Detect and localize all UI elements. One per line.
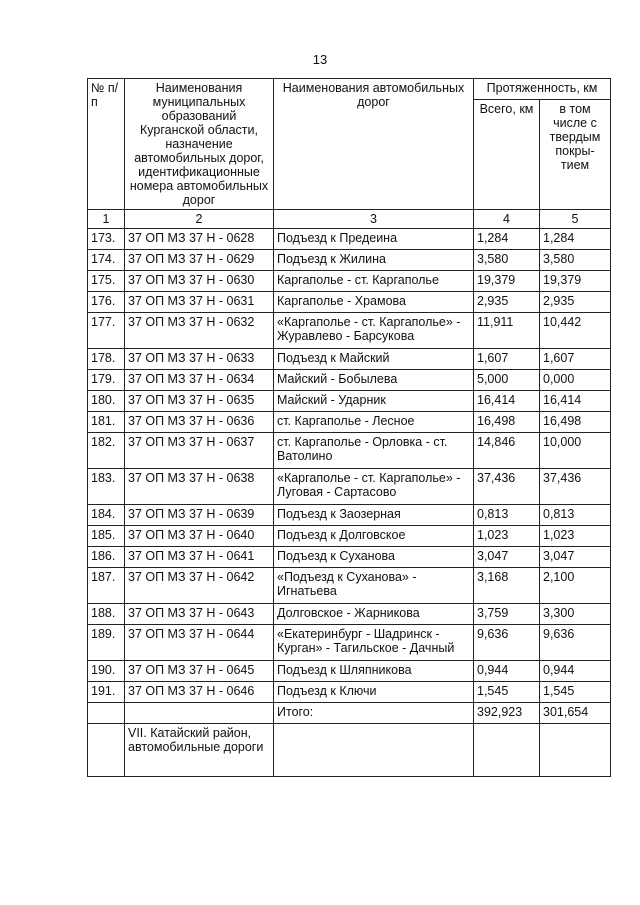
table-row xyxy=(88,604,611,625)
column-number: 3 xyxy=(274,210,474,229)
road-name: Подъезд к Суханова xyxy=(274,547,474,568)
row-number: 175. xyxy=(88,271,125,292)
road-total-km: 1,023 xyxy=(474,526,540,547)
roads-table xyxy=(87,78,611,777)
row-number: 187. xyxy=(88,568,125,604)
road-hard-km: 19,379 xyxy=(540,271,611,292)
row-number: 185. xyxy=(88,526,125,547)
row-number: 191. xyxy=(88,682,125,703)
road-name: Подъезд к Заозерная xyxy=(274,505,474,526)
column-number: 2 xyxy=(125,210,274,229)
row-number: 182. xyxy=(88,433,125,469)
section-empty-cell xyxy=(540,724,611,777)
page-number: 13 xyxy=(312,52,328,67)
road-total-km: 2,935 xyxy=(474,292,540,313)
road-id: 37 ОП МЗ 37 Н - 0643 xyxy=(125,604,274,625)
row-number: 179. xyxy=(88,370,125,391)
row-number: 190. xyxy=(88,661,125,682)
road-id: 37 ОП МЗ 37 Н - 0644 xyxy=(125,625,274,661)
road-hard-km: 1,023 xyxy=(540,526,611,547)
road-total-km: 3,580 xyxy=(474,250,540,271)
section-row xyxy=(88,724,611,777)
header-length: Протяженность, км xyxy=(474,79,611,100)
table-row xyxy=(88,682,611,703)
road-hard-km: 10,000 xyxy=(540,433,611,469)
road-hard-km: 37,436 xyxy=(540,469,611,505)
road-total-km: 3,759 xyxy=(474,604,540,625)
total-hard-km: 301,654 xyxy=(540,703,611,724)
road-id: 37 ОП МЗ 37 Н - 0641 xyxy=(125,547,274,568)
row-number: 183. xyxy=(88,469,125,505)
total-empty-cell xyxy=(88,703,125,724)
table-row xyxy=(88,229,611,250)
header-total-km: Всего, км xyxy=(474,100,540,210)
row-number: 181. xyxy=(88,412,125,433)
road-total-km: 19,379 xyxy=(474,271,540,292)
section-empty-cell xyxy=(88,724,125,777)
table-row xyxy=(88,271,611,292)
row-number: 180. xyxy=(88,391,125,412)
road-name: Подъезд к Жилина xyxy=(274,250,474,271)
road-id: 37 ОП МЗ 37 Н - 0629 xyxy=(125,250,274,271)
table-row xyxy=(88,469,611,505)
table-body xyxy=(88,229,611,703)
row-number: 177. xyxy=(88,313,125,349)
total-row xyxy=(88,703,611,724)
road-id: 37 ОП МЗ 37 Н - 0642 xyxy=(125,568,274,604)
road-total-km: 37,436 xyxy=(474,469,540,505)
table-row xyxy=(88,292,611,313)
road-hard-km: 3,300 xyxy=(540,604,611,625)
table-row xyxy=(88,433,611,469)
row-number: 184. xyxy=(88,505,125,526)
section-empty-cell xyxy=(474,724,540,777)
road-name: «Каргаполье - ст. Каргаполье» - Журавлево - Барсукова xyxy=(274,313,474,349)
road-hard-km: 16,498 xyxy=(540,412,611,433)
road-total-km: 1,545 xyxy=(474,682,540,703)
table-row xyxy=(88,349,611,370)
road-id: 37 ОП МЗ 37 Н - 0633 xyxy=(125,349,274,370)
road-name: Подъезд к Ключи xyxy=(274,682,474,703)
road-hard-km: 9,636 xyxy=(540,625,611,661)
table-header-row xyxy=(88,79,611,100)
road-id: 37 ОП МЗ 37 Н - 0628 xyxy=(125,229,274,250)
road-id: 37 ОП МЗ 37 Н - 0639 xyxy=(125,505,274,526)
header-hard-surface: в том числе с твердым покры-тием xyxy=(540,100,611,210)
road-hard-km: 1,607 xyxy=(540,349,611,370)
road-name: Подъезд к Долговское xyxy=(274,526,474,547)
column-number: 4 xyxy=(474,210,540,229)
road-name: Подъезд к Предеина xyxy=(274,229,474,250)
road-total-km: 16,414 xyxy=(474,391,540,412)
road-id: 37 ОП МЗ 37 Н - 0645 xyxy=(125,661,274,682)
row-number: 178. xyxy=(88,349,125,370)
road-id: 37 ОП МЗ 37 Н - 0640 xyxy=(125,526,274,547)
table-row xyxy=(88,313,611,349)
road-hard-km: 0,813 xyxy=(540,505,611,526)
road-name: Каргаполье - Храмова xyxy=(274,292,474,313)
table-row xyxy=(88,568,611,604)
table-row xyxy=(88,370,611,391)
road-id: 37 ОП МЗ 37 Н - 0630 xyxy=(125,271,274,292)
road-id: 37 ОП МЗ 37 Н - 0646 xyxy=(125,682,274,703)
road-hard-km: 3,580 xyxy=(540,250,611,271)
road-name: «Подъезд к Суханова» - Игнатьева xyxy=(274,568,474,604)
road-total-km: 5,000 xyxy=(474,370,540,391)
road-id: 37 ОП МЗ 37 Н - 0632 xyxy=(125,313,274,349)
road-name: «Екатеринбург - Шадринск - Курган» - Тагильское - Дачный xyxy=(274,625,474,661)
road-id: 37 ОП МЗ 37 Н - 0631 xyxy=(125,292,274,313)
road-id: 37 ОП МЗ 37 Н - 0636 xyxy=(125,412,274,433)
road-hard-km: 1,545 xyxy=(540,682,611,703)
road-total-km: 16,498 xyxy=(474,412,540,433)
road-hard-km: 1,284 xyxy=(540,229,611,250)
road-hard-km: 0,000 xyxy=(540,370,611,391)
header-number: № п/п xyxy=(88,79,125,210)
section-label: VII. Катайский район, автомобильные дороги xyxy=(125,724,274,777)
road-total-km: 3,168 xyxy=(474,568,540,604)
road-hard-km: 3,047 xyxy=(540,547,611,568)
road-name: Подъезд к Шляпникова xyxy=(274,661,474,682)
road-hard-km: 10,442 xyxy=(540,313,611,349)
road-total-km: 9,636 xyxy=(474,625,540,661)
road-id: 37 ОП МЗ 37 Н - 0637 xyxy=(125,433,274,469)
row-number: 188. xyxy=(88,604,125,625)
column-number-row xyxy=(88,210,611,229)
total-km: 392,923 xyxy=(474,703,540,724)
row-number: 173. xyxy=(88,229,125,250)
table-row xyxy=(88,505,611,526)
row-number: 174. xyxy=(88,250,125,271)
road-hard-km: 0,944 xyxy=(540,661,611,682)
row-number: 176. xyxy=(88,292,125,313)
column-number: 5 xyxy=(540,210,611,229)
road-name: Майский - Бобылева xyxy=(274,370,474,391)
section-empty-cell xyxy=(274,724,474,777)
road-total-km: 1,284 xyxy=(474,229,540,250)
road-name: «Каргаполье - ст. Каргаполье» - Луговая - Сартасово xyxy=(274,469,474,505)
road-total-km: 1,607 xyxy=(474,349,540,370)
row-number: 189. xyxy=(88,625,125,661)
road-id: 37 ОП МЗ 37 Н - 0634 xyxy=(125,370,274,391)
road-hard-km: 16,414 xyxy=(540,391,611,412)
header-municipality: Наименования муниципальных образований Курганской области, назначение автомобильных дорог, идентификационные номера автомобильных дорог xyxy=(125,79,274,210)
header-road-name: Наименования автомобильных дорог xyxy=(274,79,474,210)
total-empty-cell xyxy=(125,703,274,724)
road-total-km: 0,944 xyxy=(474,661,540,682)
road-total-km: 0,813 xyxy=(474,505,540,526)
road-total-km: 14,846 xyxy=(474,433,540,469)
row-number: 186. xyxy=(88,547,125,568)
table-row xyxy=(88,526,611,547)
road-id: 37 ОП МЗ 37 Н - 0635 xyxy=(125,391,274,412)
column-number: 1 xyxy=(88,210,125,229)
road-total-km: 3,047 xyxy=(474,547,540,568)
table-row xyxy=(88,547,611,568)
table-row xyxy=(88,661,611,682)
road-id: 37 ОП МЗ 37 Н - 0638 xyxy=(125,469,274,505)
road-hard-km: 2,935 xyxy=(540,292,611,313)
table-row xyxy=(88,391,611,412)
total-label: Итого: xyxy=(274,703,474,724)
road-name: Майский - Ударник xyxy=(274,391,474,412)
road-name: Каргаполье - ст. Каргаполье xyxy=(274,271,474,292)
table-row xyxy=(88,250,611,271)
table-row xyxy=(88,412,611,433)
table-row xyxy=(88,625,611,661)
road-hard-km: 2,100 xyxy=(540,568,611,604)
road-total-km: 11,911 xyxy=(474,313,540,349)
road-name: Долговское - Жарникова xyxy=(274,604,474,625)
road-name: ст. Каргаполье - Лесное xyxy=(274,412,474,433)
road-name: ст. Каргаполье - Орловка - ст. Ватолино xyxy=(274,433,474,469)
road-name: Подъезд к Майский xyxy=(274,349,474,370)
